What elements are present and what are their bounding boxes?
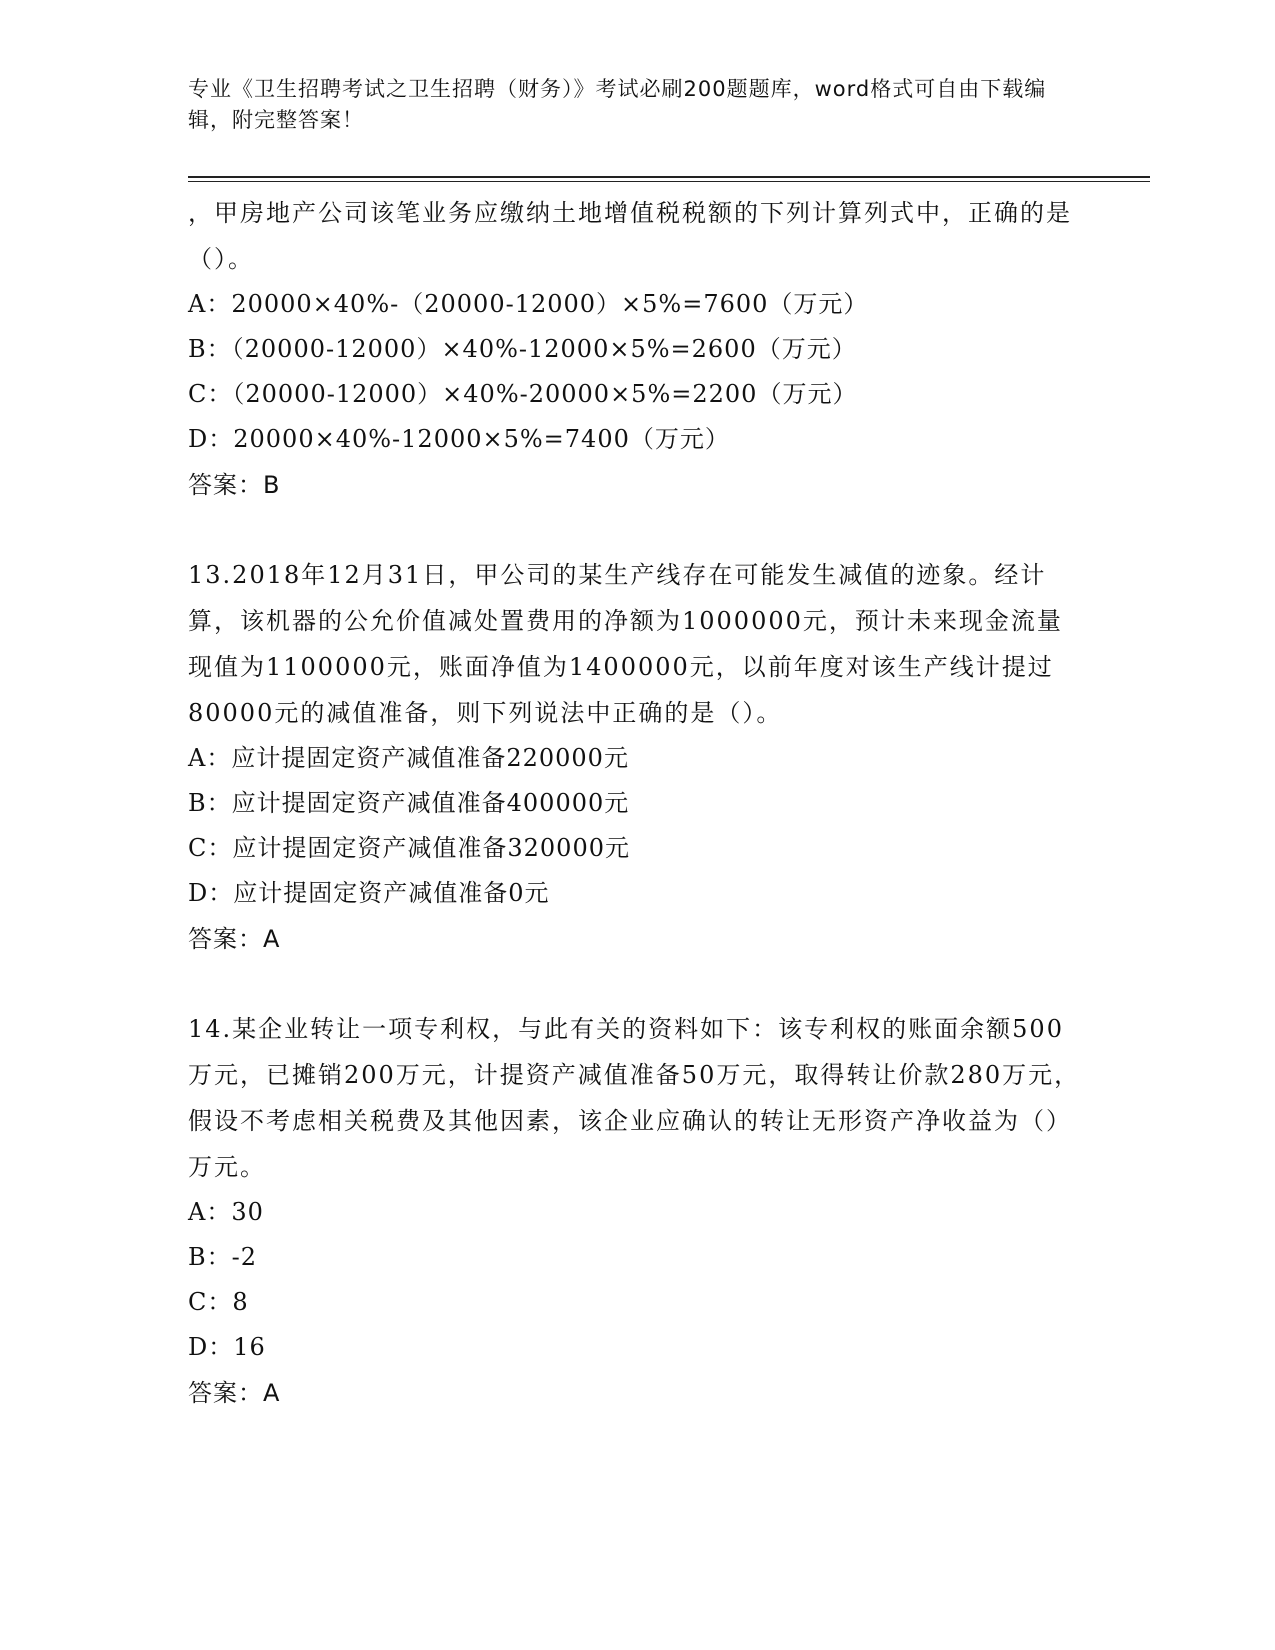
- header-divider-thin: [188, 181, 1150, 182]
- option-d: D：应计提固定资产减值准备0元: [188, 879, 550, 907]
- question-item: [188, 190, 1088, 508]
- option-a: A：应计提固定资产减值准备220000元: [188, 744, 629, 772]
- option-d: D：20000×40%-12000×5%=7400（万元）: [188, 425, 730, 453]
- question-text: 13.2018年12月31日，甲公司的某生产线存在可能发生减值的迹象。经计算，该机器的公允价值减处置费用的净额为1000000元，预计未来现金流量现值为1100000元，账面净值为1400000元，以前年度对该生产线计提过80000元的减值准备，则下列说法中正确的是（）。: [188, 561, 1063, 727]
- question-item: [188, 552, 1088, 962]
- question-text: 14.某企业转让一项专利权，与此有关的资料如下：该专利权的账面余额500万元，已摊销200万元，计提资产减值准备50万元，取得转让价款280万元，假设不考虑相关税费及其他因素，该企业应确认的转让无形资产净收益为（）万元。: [188, 1015, 1081, 1181]
- option-a: A：30: [188, 1198, 264, 1226]
- option-c: C：8: [188, 1288, 249, 1316]
- option-c: C：（20000-12000）×40%-20000×5%=2200（万元）: [188, 380, 858, 408]
- header-divider: [188, 176, 1150, 178]
- document-header: 专业《卫生招聘考试之卫生招聘（财务）》考试必刷200题题库，word格式可自由下载编辑，附完整答案！: [188, 77, 1047, 132]
- question-text: ，甲房地产公司该笔业务应缴纳土地增值税税额的下列计算列式中，正确的是（）。: [188, 199, 1072, 273]
- option-c: C：应计提固定资产减值准备320000元: [188, 834, 630, 862]
- answer-text: 答案：B: [188, 471, 281, 499]
- option-d: D：16: [188, 1333, 266, 1361]
- option-a: A：20000×40%-（20000-12000）×5%=7600（万元）: [188, 290, 869, 318]
- option-b: B：（20000-12000）×40%-12000×5%=2600（万元）: [188, 335, 857, 363]
- question-item: [188, 1006, 1088, 1416]
- question-list: [188, 190, 1088, 1416]
- option-b: B：应计提固定资产减值准备400000元: [188, 789, 630, 817]
- answer-text: 答案：A: [188, 925, 281, 953]
- answer-text: 答案：A: [188, 1379, 281, 1407]
- option-b: B：-2: [188, 1243, 258, 1271]
